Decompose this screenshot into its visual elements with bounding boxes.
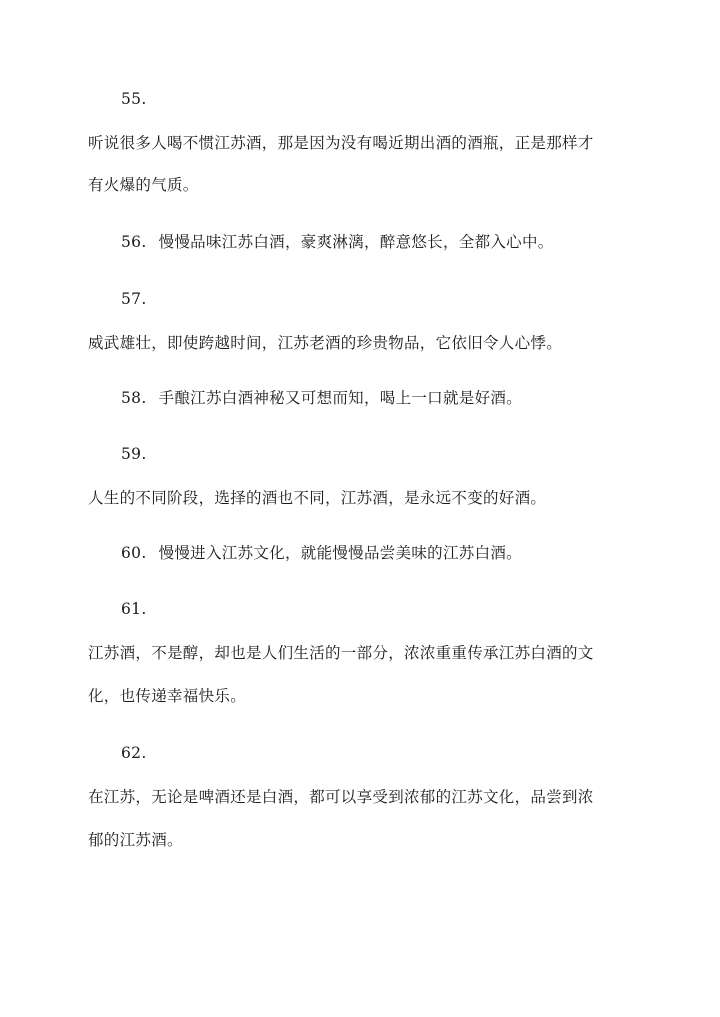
entry-number-inline — [121, 543, 522, 563]
entry-number: 61. — [121, 600, 147, 618]
entry-text-line: 在江苏，无论是啤酒还是白酒，都可以享受到浓郁的江苏文化，品尝到浓 — [88, 788, 594, 806]
entry-inline-text: 慢慢进入江苏文化，就能慢慢品尝美味的江苏白酒。 — [158, 544, 522, 562]
entry-number-inline — [121, 232, 554, 252]
entry-number: 56. — [121, 233, 147, 251]
entry-inline-text: 慢慢品味江苏白酒，豪爽淋漓，醉意悠长，全都入心中。 — [158, 233, 554, 251]
entry-number: 62. — [121, 744, 147, 762]
entry-text-line: 人生的不同阶段，选择的酒也不同，江苏酒，是永远不变的好酒。 — [88, 489, 547, 507]
entry-number: 57. — [121, 290, 147, 308]
entry-text-line: 江苏酒，不是醇，却也是人们生活的一部分，浓浓重重传承江苏白酒的文 — [88, 644, 594, 662]
entry-text-line: 听说很多人喝不惯江苏酒，那是因为没有喝近期出酒的酒瓶，正是那样才 — [88, 134, 594, 152]
entry-number: 60. — [121, 544, 147, 562]
entry-number-inline — [121, 388, 522, 408]
entry-text-line: 化，也传递幸福快乐。 — [88, 687, 247, 705]
entry-number: 58. — [121, 389, 147, 407]
entry-number: 55. — [121, 90, 147, 108]
entry-text-line: 威武雄壮，即使跨越时间，江苏老酒的珍贵物品，它依旧令人心悸。 — [88, 334, 563, 352]
entry-text-line: 郁的江苏酒。 — [88, 831, 183, 849]
entry-text-line: 有火爆的气质。 — [88, 176, 199, 194]
entry-inline-text: 手酿江苏白酒神秘又可想而知，喝上一口就是好酒。 — [158, 389, 522, 407]
entry-number: 59. — [121, 445, 147, 463]
